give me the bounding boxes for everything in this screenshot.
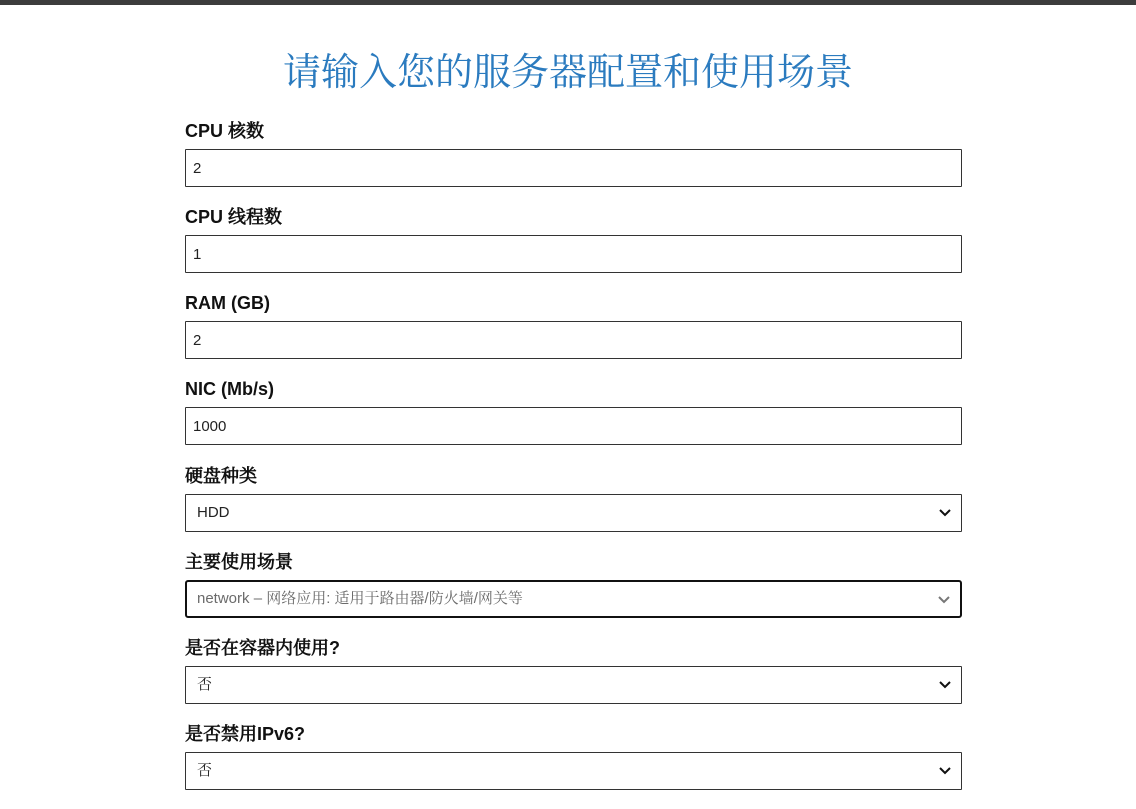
disk-type-value: HDD bbox=[197, 504, 230, 521]
field-cpu-cores bbox=[185, 114, 962, 146]
disk-type-select[interactable] bbox=[185, 494, 962, 532]
cpu-cores-input[interactable] bbox=[185, 149, 962, 187]
disk-type-label: 硬盘种类 bbox=[185, 466, 257, 486]
in-container-value: 否 bbox=[197, 676, 213, 693]
disable-ipv6-value: 否 bbox=[197, 762, 213, 779]
disable-ipv6-select[interactable] bbox=[185, 752, 962, 790]
field-usage-scenario bbox=[185, 545, 962, 607]
chevron-down-icon bbox=[939, 753, 953, 789]
field-in-container bbox=[185, 631, 962, 693]
cpu-cores-label: CPU 核数 bbox=[185, 121, 265, 141]
chevron-down-icon bbox=[939, 495, 953, 531]
field-disk-type bbox=[185, 459, 962, 521]
nic-label: NIC (Mb/s) bbox=[185, 379, 274, 399]
field-ram bbox=[185, 286, 962, 318]
field-disable-ipv6 bbox=[185, 717, 962, 779]
ram-label: RAM (GB) bbox=[185, 293, 270, 313]
field-nic bbox=[185, 372, 962, 404]
browser-top-edge bbox=[0, 0, 1136, 5]
field-cpu-threads bbox=[185, 200, 962, 232]
nic-input[interactable] bbox=[185, 407, 962, 445]
in-container-select[interactable] bbox=[185, 666, 962, 704]
cpu-threads-label: CPU 线程数 bbox=[185, 207, 283, 227]
cpu-threads-input[interactable] bbox=[185, 235, 962, 273]
page-title: 请输入您的服务器配置和使用场景 bbox=[282, 52, 853, 94]
usage-scenario-label: 主要使用场景 bbox=[185, 552, 293, 572]
chevron-down-icon bbox=[938, 582, 952, 618]
in-container-label: 是否在容器内使用? bbox=[185, 638, 340, 658]
disable-ipv6-label: 是否禁用IPv6? bbox=[185, 724, 306, 744]
chevron-down-icon bbox=[939, 667, 953, 703]
usage-scenario-value: network – 网络应用: 适用于路由器/防火墙/网关等 bbox=[197, 590, 523, 607]
usage-scenario-select[interactable] bbox=[185, 580, 962, 618]
ram-input[interactable] bbox=[185, 321, 962, 359]
